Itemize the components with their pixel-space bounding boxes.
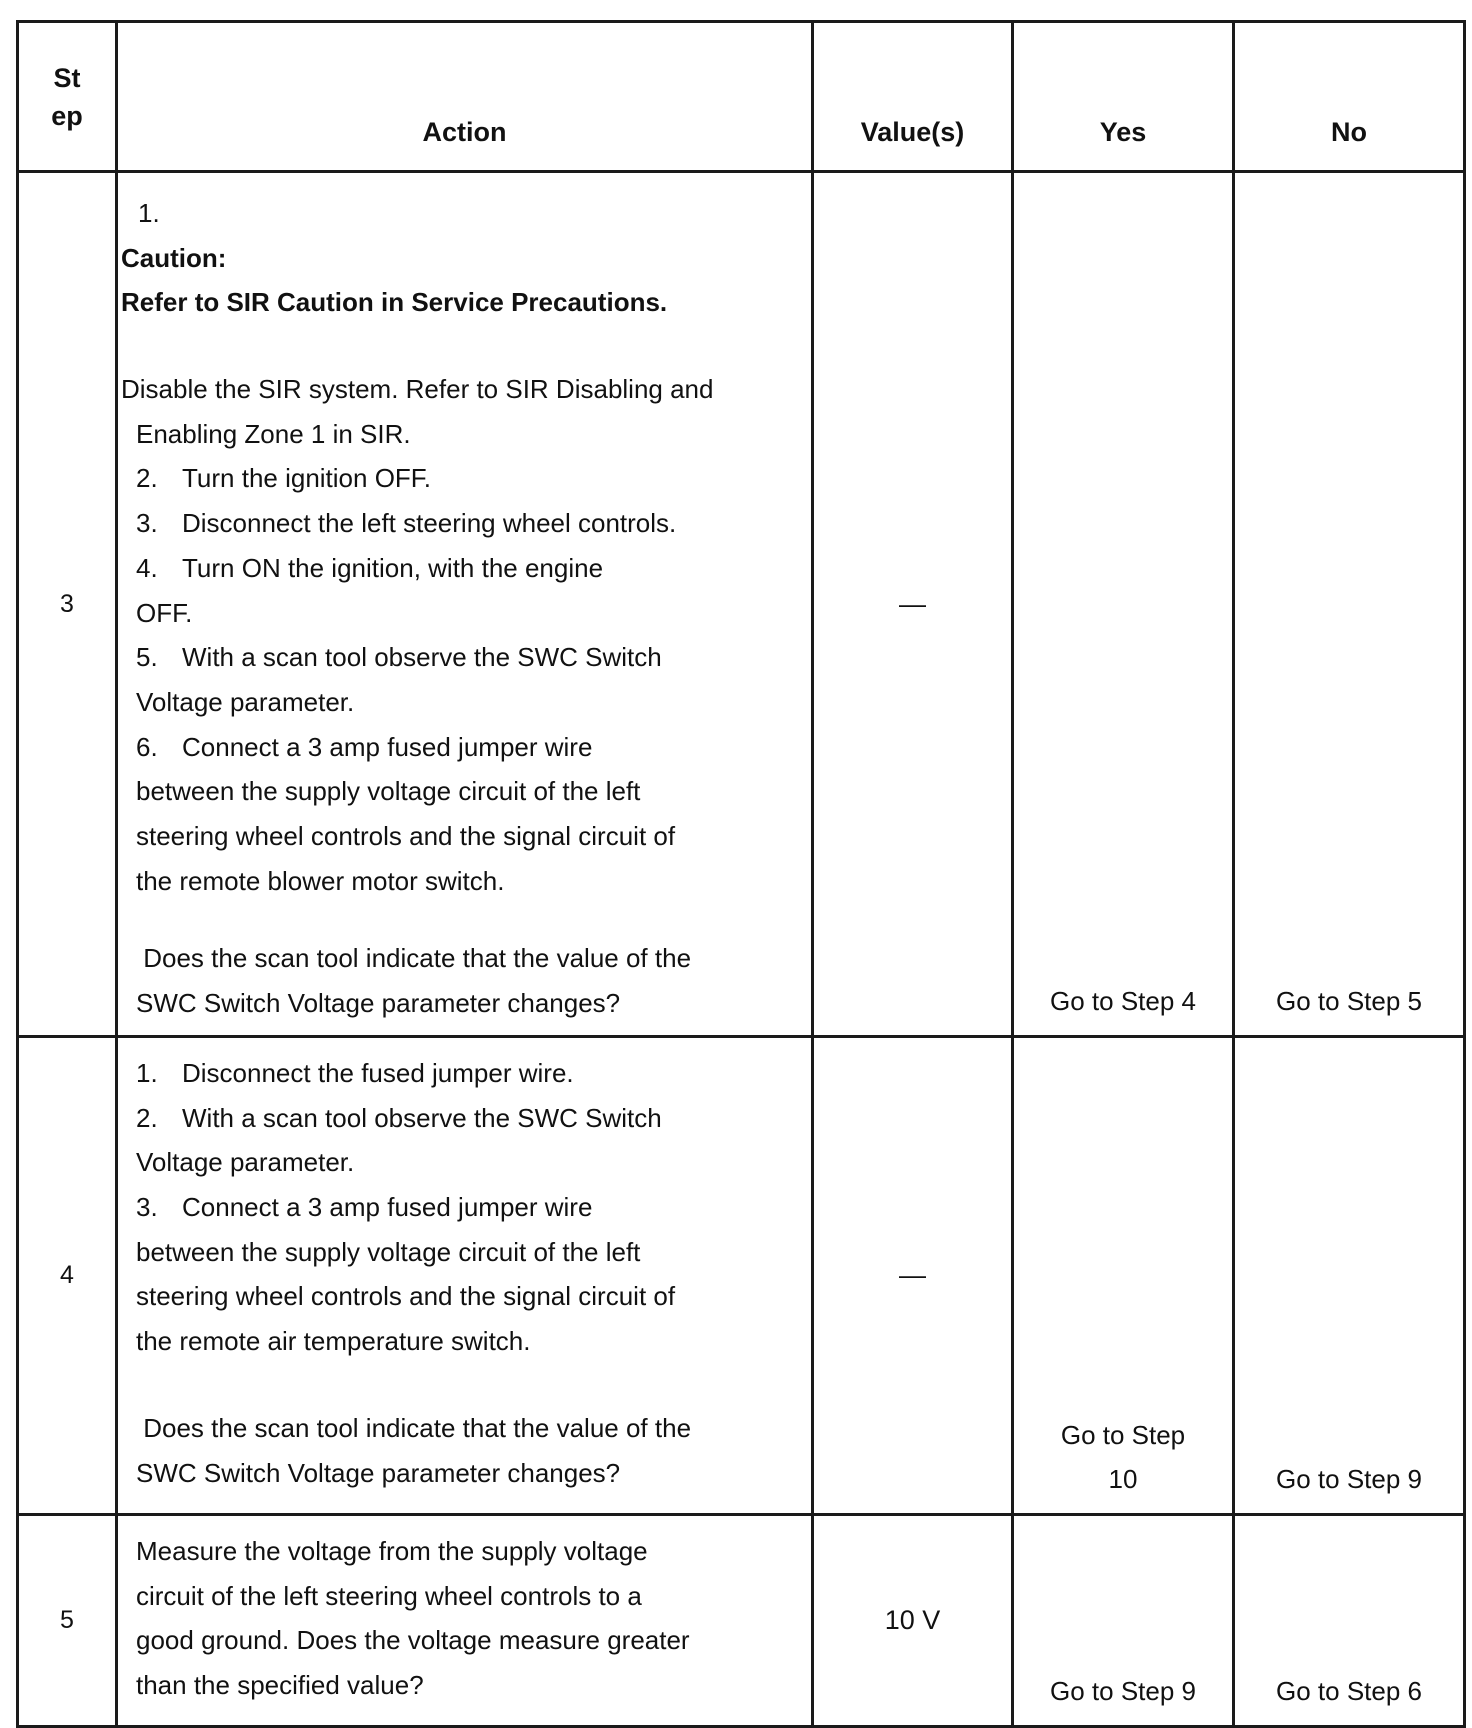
table-row-step-3 bbox=[18, 172, 1465, 1037]
disable-text: Disable the SIR system. Refer to SIR Disabling and bbox=[121, 374, 714, 405]
step-item-1: 1. bbox=[138, 198, 160, 228]
step-number: 3 bbox=[18, 172, 117, 1037]
no-cell bbox=[1234, 172, 1465, 1037]
caution-text: Refer to SIR Caution in Service Precautions. bbox=[121, 287, 668, 318]
step-number: 5 bbox=[18, 1515, 117, 1727]
value-cell: — bbox=[813, 1037, 1013, 1515]
step-item-5: 5. With a scan tool observe the SWC Switch bbox=[136, 642, 662, 673]
table-row-step-5 bbox=[18, 1515, 1465, 1727]
yes-target: Go to Step 4 bbox=[1050, 986, 1196, 1016]
yes-cell bbox=[1013, 172, 1234, 1037]
step-item-4-cont: OFF. bbox=[136, 597, 193, 628]
no-target: Go to Step 6 bbox=[1276, 1676, 1422, 1706]
step-item-3: 3. Connect a 3 amp fused jumper wire bbox=[136, 1192, 593, 1223]
no-target: Go to Step 5 bbox=[1276, 986, 1422, 1016]
step-item-2: 2. Turn the ignition OFF. bbox=[136, 463, 432, 494]
header-row bbox=[18, 22, 1465, 172]
header-step bbox=[18, 22, 117, 172]
step-item-6-cont: between the supply voltage circuit of the left bbox=[136, 776, 641, 807]
step-item-2-cont: Voltage parameter. bbox=[136, 1147, 355, 1178]
yes-target: Go to Step bbox=[1060, 1420, 1186, 1450]
diagnostic-table bbox=[16, 20, 1466, 1728]
step-item-3-cont: between the supply voltage circuit of the left bbox=[136, 1236, 641, 1267]
disable-text-cont: Enabling Zone 1 in SIR. bbox=[136, 418, 411, 449]
step-item-6-cont: the remote blower motor switch. bbox=[136, 865, 505, 896]
yes-target: Go to Step 9 bbox=[1050, 1676, 1196, 1706]
value-cell: 10 V bbox=[813, 1515, 1013, 1727]
question-text: Does the scan tool indicate that the value of the bbox=[136, 1412, 692, 1443]
step-number: 4 bbox=[18, 1037, 117, 1515]
header-step-line2: ep bbox=[51, 100, 83, 131]
question-text: Does the scan tool indicate that the value of the bbox=[136, 943, 692, 974]
step-item-6: 6. Connect a 3 amp fused jumper wire bbox=[136, 731, 593, 762]
step-item-6-cont: steering wheel controls and the signal circuit of bbox=[136, 820, 676, 851]
yes-target-cont: 10 bbox=[1108, 1464, 1138, 1494]
yes-cell bbox=[1013, 1515, 1234, 1727]
caution-label: Caution: bbox=[121, 242, 227, 273]
action-line: good ground. Does the voltage measure greater bbox=[136, 1625, 690, 1656]
action-line: circuit of the left steering wheel controls to a bbox=[136, 1580, 642, 1611]
step-item-3-cont: steering wheel controls and the signal circuit of bbox=[136, 1281, 676, 1312]
step-item-1: 1. Disconnect the fused jumper wire. bbox=[136, 1058, 574, 1088]
header-values: Value(s) bbox=[813, 22, 1013, 172]
question-text: SWC Switch Voltage parameter changes? bbox=[136, 988, 621, 1018]
action-cell bbox=[117, 1515, 813, 1727]
header-action: Action bbox=[117, 22, 813, 172]
step-item-5-cont: Voltage parameter. bbox=[136, 686, 355, 717]
action-cell bbox=[117, 172, 813, 1037]
action-cell bbox=[117, 1037, 813, 1515]
no-cell bbox=[1234, 1037, 1465, 1515]
yes-cell bbox=[1013, 1037, 1234, 1515]
header-step-line1: St bbox=[53, 62, 81, 93]
step-item-3: 3. Disconnect the left steering wheel controls. bbox=[136, 508, 677, 539]
header-no: No bbox=[1234, 22, 1465, 172]
action-line: Measure the voltage from the supply voltage bbox=[136, 1536, 648, 1566]
header-yes: Yes bbox=[1013, 22, 1234, 172]
step-item-2: 2. With a scan tool observe the SWC Switch bbox=[136, 1102, 662, 1133]
action-line: than the specified value? bbox=[136, 1670, 424, 1701]
question-text: SWC Switch Voltage parameter changes? bbox=[136, 1457, 621, 1488]
table-row-step-4 bbox=[18, 1037, 1465, 1515]
step-item-3-cont: the remote air temperature switch. bbox=[136, 1326, 531, 1357]
step-item-4: 4. Turn ON the ignition, with the engine bbox=[136, 552, 604, 583]
value-cell: — bbox=[813, 172, 1013, 1037]
no-target: Go to Step 9 bbox=[1276, 1464, 1422, 1494]
no-cell bbox=[1234, 1515, 1465, 1727]
